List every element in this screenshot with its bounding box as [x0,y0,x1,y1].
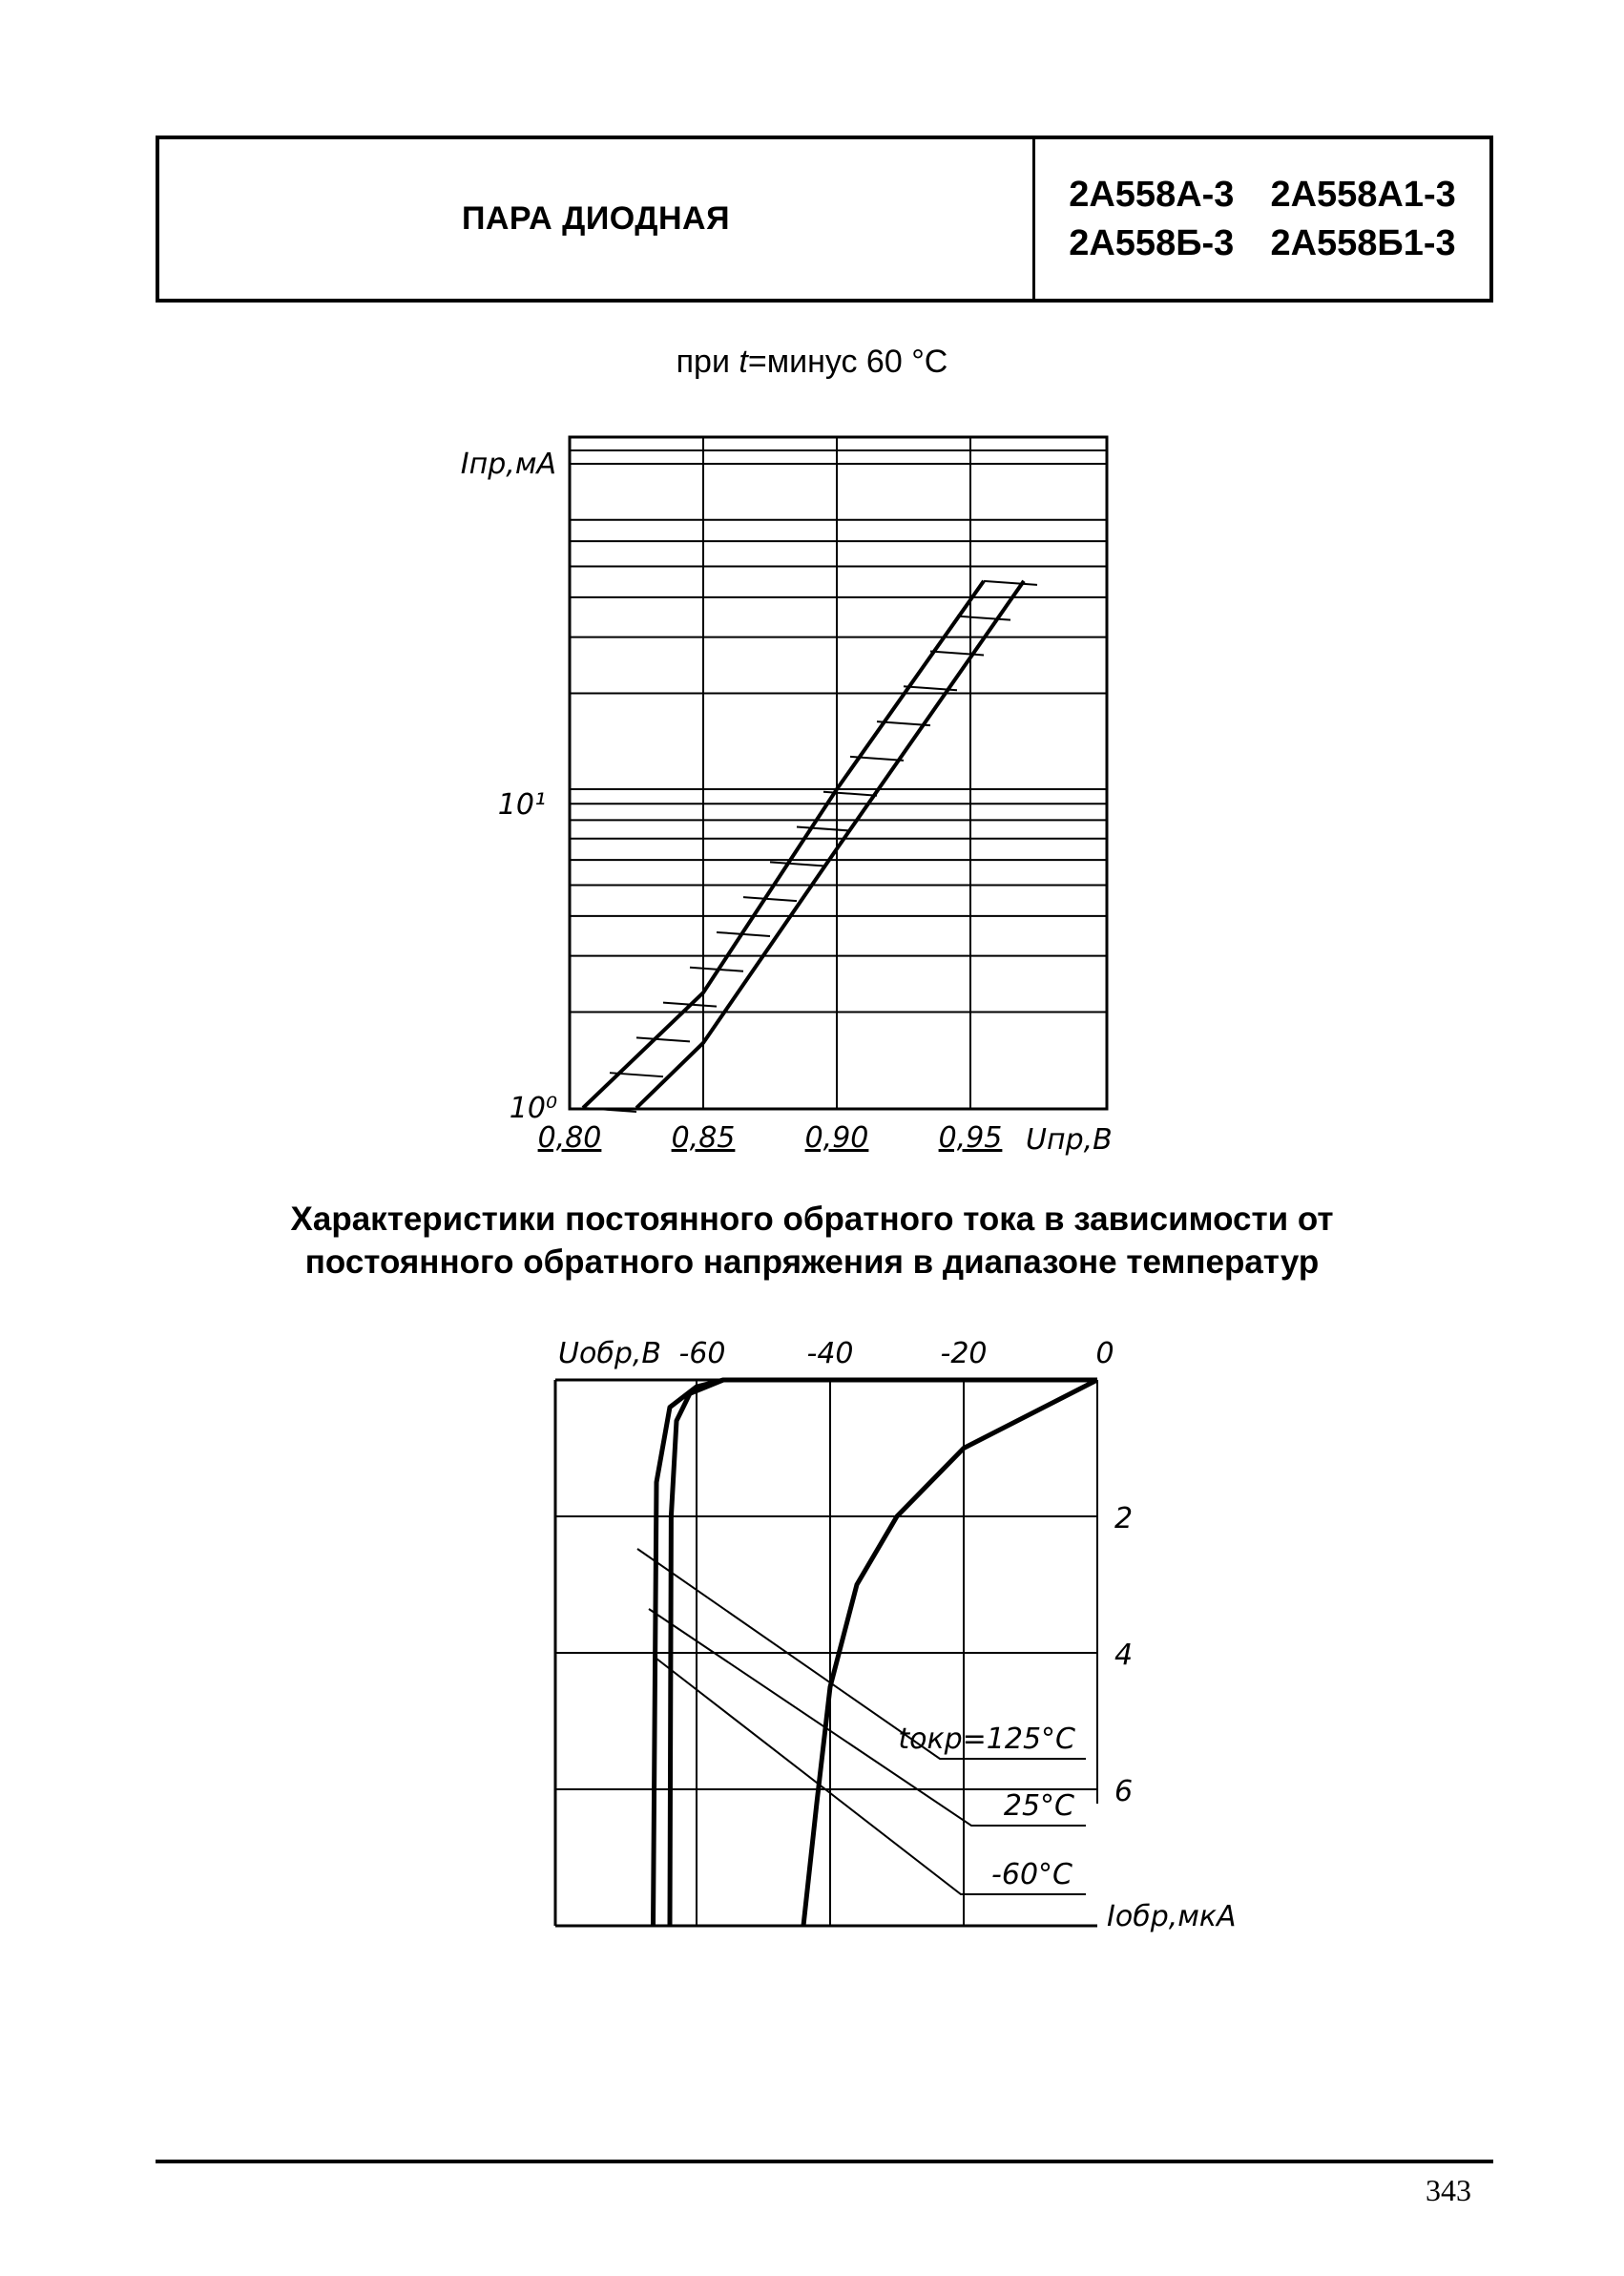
chart1-series [583,581,1037,1112]
chart1-labels [461,448,1113,1157]
chart1-hatch [797,827,850,831]
chart1-y-axis-label: Iпр,мА [460,448,556,481]
chart1-series-line-lower [636,581,1024,1108]
chart2-series-label: tокр=125°С [898,1723,1075,1756]
chart2-x-axis-label: Uобр,В [558,1337,661,1370]
chart1-series-line-upper [583,581,984,1108]
section-title-line: Характеристики постоянного обратного тока в зависимости от [290,1201,1334,1238]
chart1-y-tick-label: 10¹ [497,788,546,822]
chart2-x-tick-label: -40 [806,1337,854,1370]
device-code: 2А558А1-3 [1270,174,1456,215]
chart2-y-tick-label: 6 [1114,1775,1134,1808]
chart2-x-tick-label: -60 [678,1337,726,1370]
chart2-y-tick-label: 4 [1114,1639,1134,1672]
chart1-hatch [984,581,1037,585]
chart1-x-tick-label: 0,85 [671,1121,736,1155]
page-number: 343 [1426,2173,1471,2207]
chart1-hatch [636,1037,690,1041]
footer-rule [156,2160,1493,2163]
device-code: 2А558А-3 [1069,174,1235,215]
chart1-x-tick-label: 0,90 [804,1121,869,1155]
chart2-series-label: 25°С [1003,1789,1074,1823]
chart1-hatch [957,616,1010,620]
chart2-x-tick-label: -20 [940,1337,988,1370]
chart1-hatch [770,862,823,866]
chart1-x-axis-label: Uпр,В [1026,1123,1113,1157]
device-title: ПАРА ДИОДНАЯ [159,139,1035,299]
chart2-y-axis-label: Iобр,мкА [1107,1900,1237,1933]
chart1-x-tick-label: 0,95 [938,1121,1003,1155]
chart2-series-label: -60°С [991,1858,1072,1891]
chart2-x-tick-label: 0 [1095,1337,1114,1370]
chart1-grid [570,437,1107,1109]
device-code: 2А558Б1-3 [1270,222,1456,263]
device-code: 2А558Б-3 [1069,222,1235,263]
chart1-y-tick-label: 10⁰ [509,1092,557,1125]
forward-chart-caption: при t=минус 60 °С [676,344,948,380]
chart1-hatch [743,897,797,901]
chart1-x-tick-label: 0,80 [537,1121,602,1155]
section-title-line: постоянного обратного напряжения в диапазоне температур [304,1243,1320,1281]
chart1-plot-frame [570,437,1107,1109]
chart2-y-tick-label: 2 [1114,1502,1134,1535]
